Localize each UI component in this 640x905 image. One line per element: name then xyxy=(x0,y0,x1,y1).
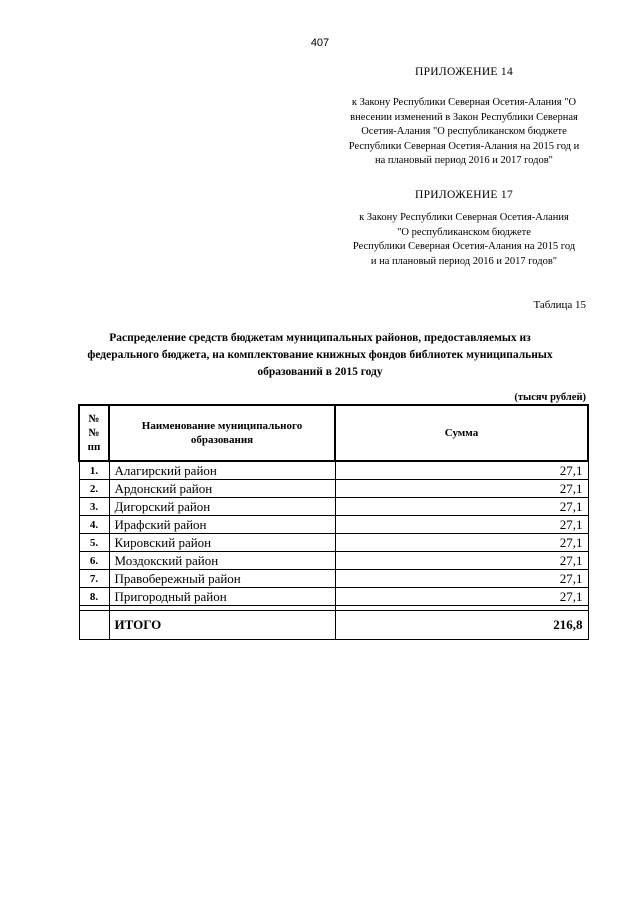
table-total-row xyxy=(79,611,588,640)
annex-14-line: внесении изменений в Закон Республики Северная xyxy=(350,111,578,123)
document-title-line: Распределение средств бюджетам муниципальных районов, предоставляемых из xyxy=(109,332,531,344)
row-sum: 27,1 xyxy=(335,480,588,498)
annex-17-title: ПРИЛОЖЕНИЕ 17 xyxy=(414,189,514,201)
document-title-line: федерального бюджета, на комплектование книжных фондов библиотек муниципальных xyxy=(87,349,553,361)
annex-14-title: ПРИЛОЖЕНИЕ 14 xyxy=(414,66,514,78)
annex-17-line: Республики Северная Осетия-Алания на 2015 год xyxy=(352,241,576,252)
table-row xyxy=(79,461,588,480)
table-row xyxy=(79,498,588,516)
table-header-row xyxy=(79,405,588,461)
row-name: Ирафский район xyxy=(109,516,335,534)
table-row xyxy=(79,588,588,606)
table-row xyxy=(79,516,588,534)
header-name-line1: Наименование муниципального xyxy=(141,420,303,432)
total-sum: 216,8 xyxy=(335,611,588,640)
table-row xyxy=(79,534,588,552)
header-number xyxy=(79,405,109,461)
header-number-line2: пп xyxy=(87,441,101,453)
row-name: Ардонский район xyxy=(109,480,335,498)
row-number: 3. xyxy=(79,498,109,516)
row-sum: 27,1 xyxy=(335,516,588,534)
row-name: Кировский район xyxy=(109,534,335,552)
row-number: 8. xyxy=(79,588,109,606)
row-name: Дигорский район xyxy=(109,498,335,516)
row-sum: 27,1 xyxy=(335,588,588,606)
row-sum: 27,1 xyxy=(335,552,588,570)
row-sum: 27,1 xyxy=(335,534,588,552)
header-number-line1: №№ xyxy=(88,413,100,439)
row-sum: 27,1 xyxy=(335,461,588,480)
row-number: 4. xyxy=(79,516,109,534)
header-sum: Сумма xyxy=(335,405,588,461)
row-sum: 27,1 xyxy=(335,570,588,588)
row-number: 7. xyxy=(79,570,109,588)
unit-note: (тысяч рублей) xyxy=(514,392,586,403)
total-label: ИТОГО xyxy=(109,611,335,640)
annex-17-line: к Закону Республики Северная Осетия-Алания xyxy=(359,212,569,223)
page-number: 407 xyxy=(310,37,330,49)
row-name: Пригородный район xyxy=(109,588,335,606)
annex-14-line: на плановый период 2016 и 2017 годов" xyxy=(375,155,553,166)
table-label: Таблица 15 xyxy=(533,299,586,311)
annex-17-line: и на плановый период 2016 и 2017 годов" xyxy=(370,255,558,267)
annex-14-line: Республики Северная Осетия-Алания на 2015 год и xyxy=(348,140,580,152)
budget-table xyxy=(78,404,589,640)
table-row xyxy=(79,552,588,570)
row-number: 5. xyxy=(79,534,109,552)
row-number: 6. xyxy=(79,552,109,570)
row-number: 1. xyxy=(79,461,109,480)
row-sum: 27,1 xyxy=(335,498,588,516)
header-name xyxy=(109,405,335,461)
total-number-cell xyxy=(79,611,109,640)
row-name: Алагирский район xyxy=(109,461,335,480)
annex-14-text xyxy=(330,96,598,169)
annex-17-text xyxy=(330,211,598,269)
row-name: Моздокский район xyxy=(109,552,335,570)
annex-14-line: к Закону Республики Северная Осетия-Алания "О xyxy=(351,97,577,108)
table-row xyxy=(79,480,588,498)
annex-14-line: Осетия-Алания "О республиканском бюджете xyxy=(361,126,567,137)
document-title-line: образований в 2015 году xyxy=(257,366,383,378)
header-name-line2: образования xyxy=(190,434,254,446)
annex-17-line: "О республиканском бюджете xyxy=(397,226,531,238)
row-number: 2. xyxy=(79,480,109,498)
document-title xyxy=(60,330,580,381)
table-row xyxy=(79,570,588,588)
row-name: Правобережный район xyxy=(109,570,335,588)
